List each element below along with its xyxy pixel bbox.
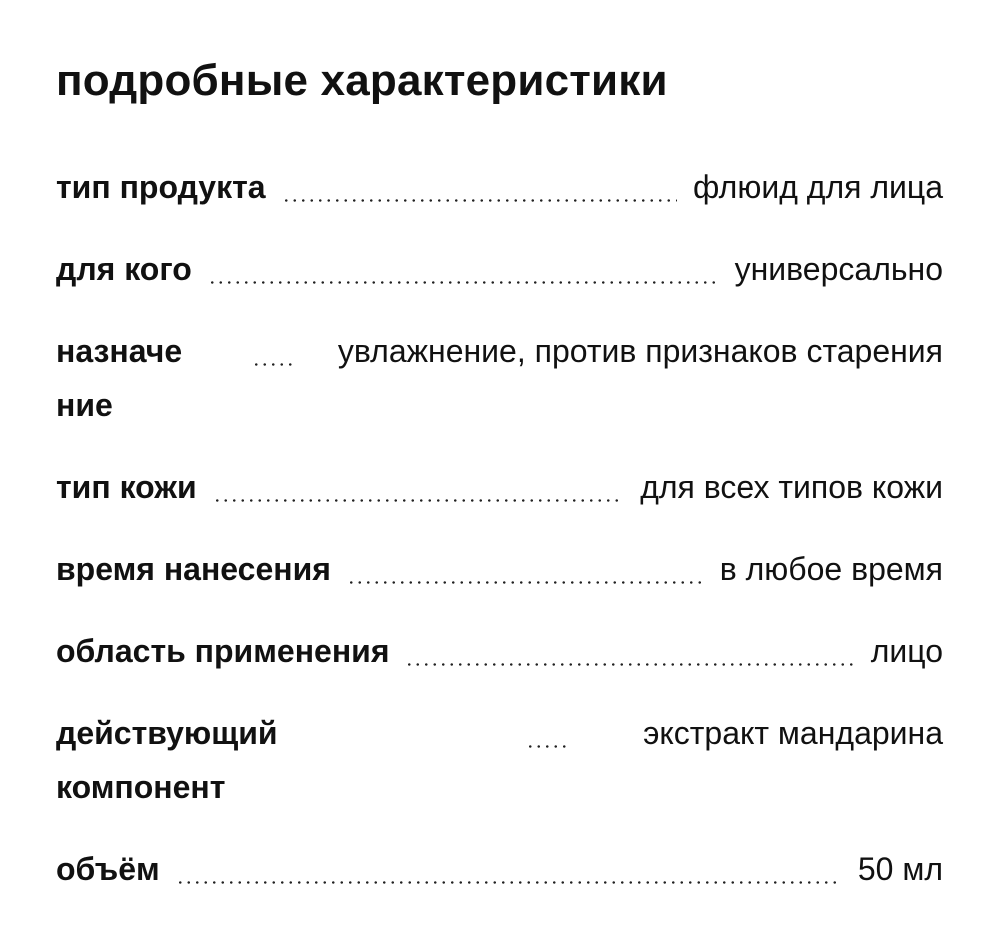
spec-row-volume — [56, 842, 943, 924]
spec-row-skin-type — [56, 460, 943, 542]
dotted-leader — [347, 542, 704, 596]
spec-value: для всех типов кожи — [640, 469, 943, 505]
spec-value: универсально — [734, 251, 943, 287]
spec-label: область применения — [56, 633, 390, 669]
spec-label: тип продукта — [56, 169, 266, 205]
spec-row-application-time — [56, 542, 943, 624]
spec-value: в любое время — [719, 551, 943, 587]
spec-value: увлажнение, против признаков старения — [337, 333, 943, 369]
spec-value: 50 мл — [857, 851, 943, 887]
spec-label: время нанесения — [56, 551, 331, 587]
spec-label: для кого — [56, 251, 192, 287]
dotted-leader — [176, 842, 842, 896]
spec-row-active-ingredient — [56, 706, 943, 842]
spec-row-application-area — [56, 624, 943, 706]
spec-row-for-whom — [56, 242, 943, 324]
spec-label: назначе ние — [56, 333, 183, 423]
dotted-leader — [282, 160, 677, 214]
spec-label: действующий компонент — [56, 715, 278, 805]
spec-list — [56, 160, 943, 924]
dotted-leader — [252, 324, 294, 378]
spec-label: тип кожи — [56, 469, 197, 505]
spec-row-purpose — [56, 324, 943, 460]
spec-value: флюид для лица — [693, 169, 943, 205]
dotted-leader — [213, 460, 625, 514]
dotted-leader — [526, 706, 568, 760]
spec-value: лицо — [870, 633, 943, 669]
dotted-leader — [208, 242, 719, 296]
spec-row-product-type — [56, 160, 943, 242]
specs-section — [56, 0, 943, 924]
dotted-leader — [405, 624, 854, 678]
spec-value: экстракт мандарина — [643, 715, 943, 751]
spec-label: объём — [56, 851, 160, 887]
section-title: подробные характеристики — [56, 56, 668, 105]
